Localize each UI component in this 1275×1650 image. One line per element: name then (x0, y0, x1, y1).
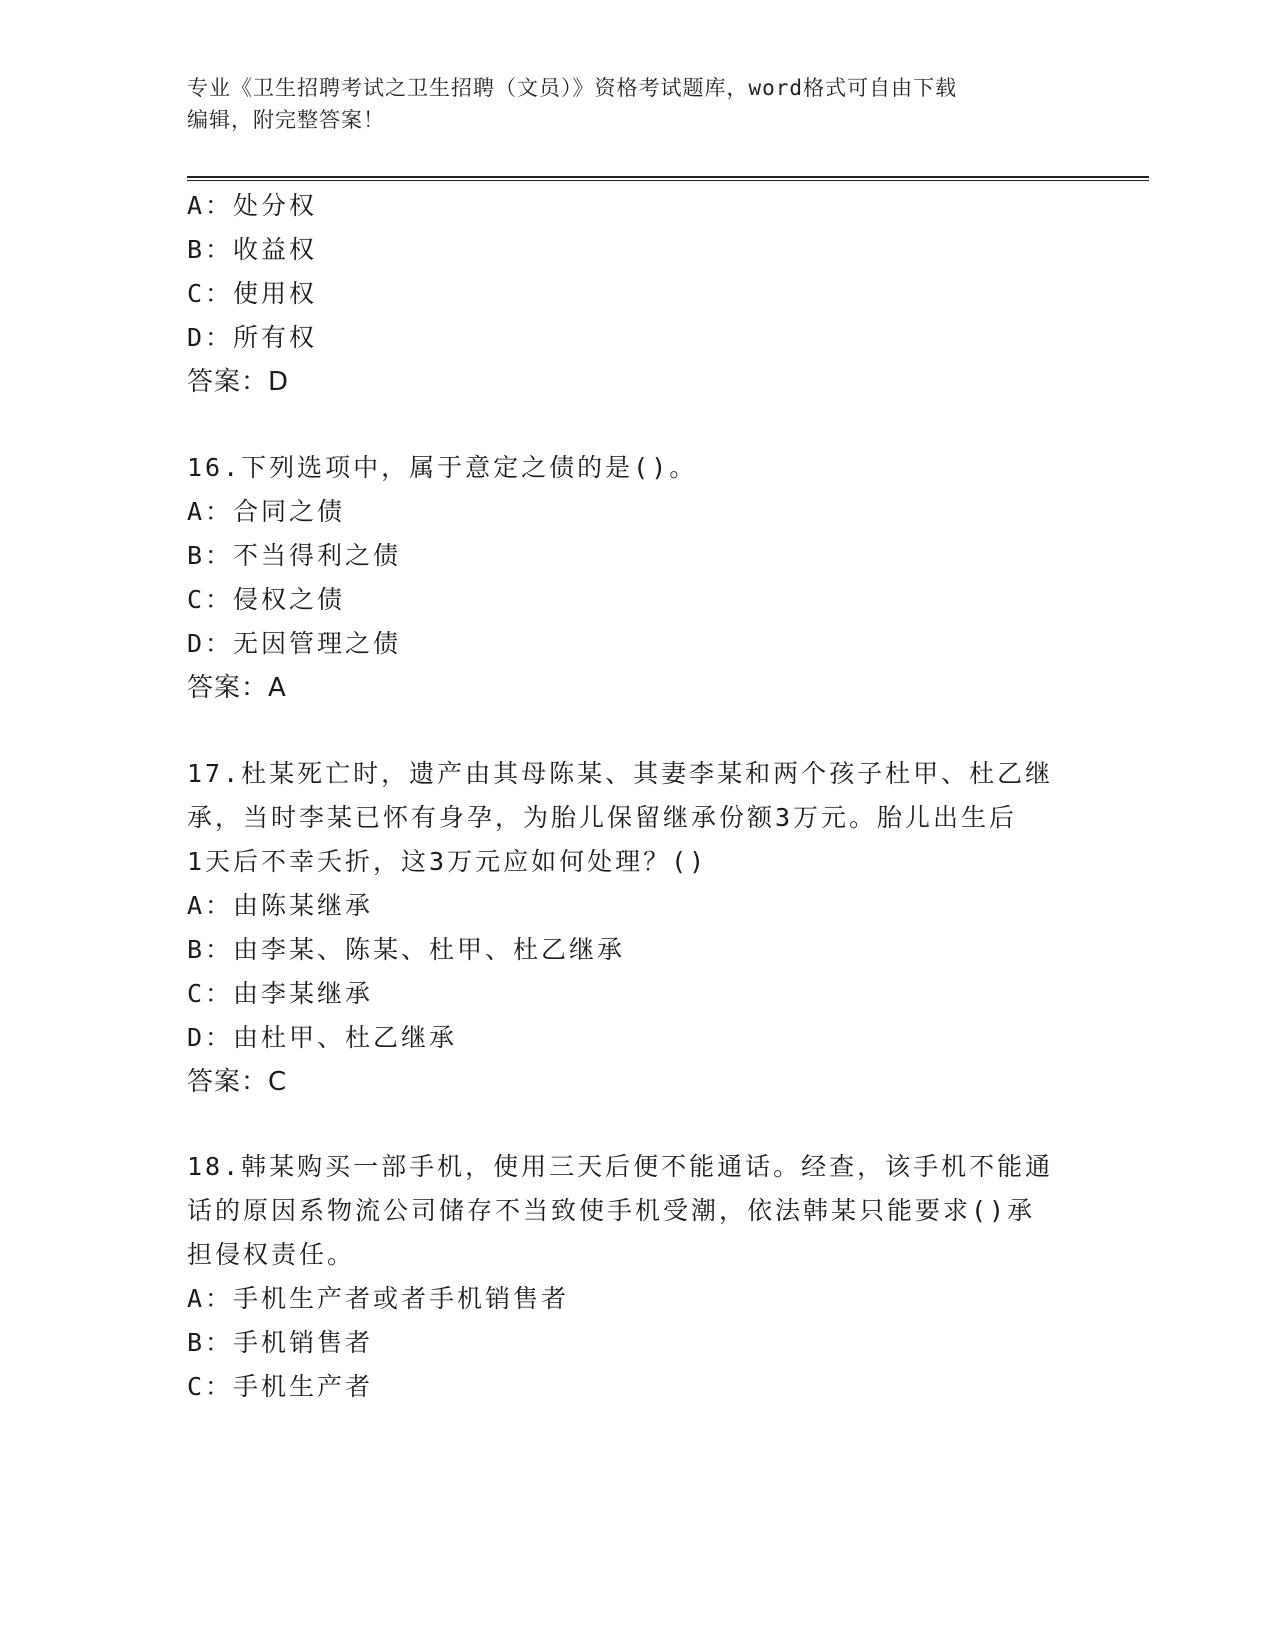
q16-option-a: A：合同之债 (187, 497, 346, 526)
q16-option-d: D：无因管理之债 (187, 629, 402, 658)
q18-option-a: A：手机生产者或者手机销售者 (187, 1284, 570, 1313)
q18-stem-line-1: 18.韩某购买一部手机，使用三天后便不能通话。经查，该手机不能通 (187, 1152, 1054, 1181)
q17-stem-line-2: 承，当时李某已怀有身孕，为胎儿保留继承份额3万元。胎儿出生后 (187, 803, 1018, 832)
q15-option-b: B：收益权 (187, 235, 318, 264)
q15-option-c: C：使用权 (187, 279, 318, 308)
q16-option-c: C：侵权之债 (187, 585, 346, 614)
header-divider (187, 176, 1149, 181)
q16-stem: 16.下列选项中，属于意定之债的是()。 (187, 453, 698, 482)
document-header (187, 72, 1087, 136)
q17-option-a: A：由陈某继承 (187, 891, 374, 920)
q18-option-c: C：手机生产者 (187, 1372, 374, 1401)
q18-stem-line-3: 担侵权责任。 (187, 1240, 356, 1269)
q18-stem-line-2: 话的原因系物流公司储存不当致使手机受潮，依法韩某只能要求()承 (187, 1196, 1036, 1225)
q17-answer: 答案：C (187, 1067, 288, 1097)
q17-option-b: B：由李某、陈某、杜甲、杜乙继承 (187, 935, 626, 964)
q17-option-d: D：由杜甲、杜乙继承 (187, 1023, 458, 1052)
header-line-2: 编辑，附完整答案！ (187, 108, 385, 132)
q15-option-a: A：处分权 (187, 191, 318, 220)
q17-stem-line-3: 1天后不幸夭折，这3万元应如何处理？() (187, 847, 708, 876)
header-line-1: 专业《卫生招聘考试之卫生招聘（文员）》资格考试题库，word格式可自由下载 (187, 76, 958, 100)
q15-option-d: D：所有权 (187, 323, 318, 352)
q16-answer: 答案：A (187, 673, 287, 703)
q17-stem-line-1: 17.杜某死亡时，遗产由其母陈某、其妻李某和两个孩子杜甲、杜乙继 (187, 759, 1054, 788)
q15-answer: 答案：D (187, 367, 290, 397)
q18-option-b: B：手机销售者 (187, 1328, 374, 1357)
q17-option-c: C：由李某继承 (187, 979, 374, 1008)
q16-option-b: B：不当得利之债 (187, 541, 402, 570)
